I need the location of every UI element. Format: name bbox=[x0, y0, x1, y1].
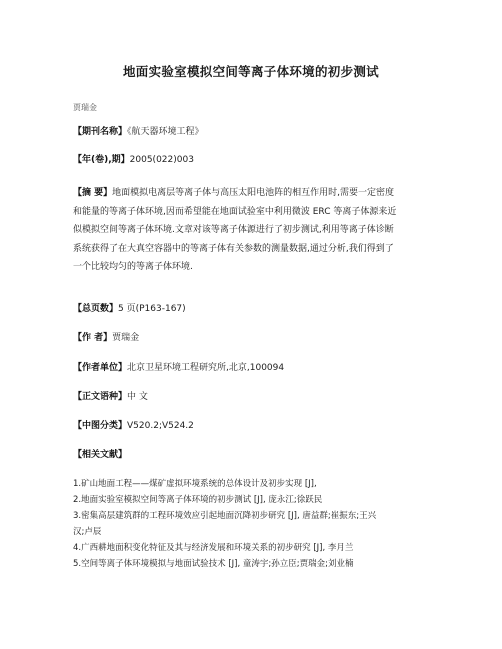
abstract-line: 一个比较均匀的等离子体环境. bbox=[73, 262, 193, 272]
abstract-line: 和能量的等离子体环境,因而希望能在地面试验室中利用微波 ERC 等离子体源来近 bbox=[73, 206, 397, 217]
pages-field bbox=[73, 303, 186, 316]
reference-item[interactable]: 3.密集高层建筑群的工程环境效应引起地面沉降初步研究 [J], 唐益群;崔振东;王兴 bbox=[73, 511, 377, 521]
authors-value: 贾瑞金 bbox=[112, 333, 140, 343]
reference-item[interactable]: 5.空间等离子体环境模拟与地面试验技术 [J], 童涛宇;孙立臣;贾瑞金;刘业楠 bbox=[73, 559, 354, 569]
authors-label: 【作 者】 bbox=[73, 333, 113, 343]
language-value: 中 文 bbox=[127, 392, 148, 402]
journal-field bbox=[73, 126, 204, 139]
reference-item[interactable]: 1.矿山地面工程——煤矿虚拟环境系统的总体设计及初步实现 [J], bbox=[73, 479, 317, 489]
classification-field bbox=[73, 420, 194, 433]
affiliation-label: 【作者单位】 bbox=[73, 363, 128, 373]
abstract-line: 似模拟空间等离子体环境.文章对该等离子体源进行了初步测试,利用等离子体诊断 bbox=[73, 225, 394, 235]
related-label: 【相关文献】 bbox=[73, 450, 128, 460]
reference-item[interactable]: 2.地面实验室模拟空间等离子体环境的初步测试 [J], 庞永江;徐跃民 bbox=[73, 495, 323, 505]
language-field bbox=[73, 391, 148, 404]
related-heading bbox=[73, 449, 127, 462]
affiliation-field bbox=[73, 362, 284, 375]
abstract-label: 【摘 要】 bbox=[73, 188, 113, 198]
related-references-list bbox=[73, 476, 433, 572]
journal-value: 《航天器环境工程》 bbox=[127, 127, 204, 137]
pages-value: 5 页(P163-167) bbox=[118, 304, 186, 314]
year-issue-field bbox=[73, 154, 194, 167]
year-issue-label: 【年(卷),期】 bbox=[73, 155, 130, 165]
journal-label: 【期刊名称】 bbox=[73, 127, 128, 137]
reference-item-continuation[interactable]: 汉;卢辰 bbox=[73, 527, 102, 537]
abstract-line: 系统获得了在大真空容器中的等离子体有关参数的测量数据,通过分析,我们得到了 bbox=[73, 243, 394, 254]
year-issue-value: 2005(022)003 bbox=[129, 155, 194, 165]
pages-label: 【总页数】 bbox=[73, 304, 119, 314]
classification-value: V520.2;V524.2 bbox=[127, 421, 194, 431]
classification-label: 【中图分类】 bbox=[73, 421, 128, 431]
affiliation-value: 北京卫星环境工程研究所,北京,100094 bbox=[127, 363, 285, 373]
language-label: 【正文语种】 bbox=[73, 392, 128, 402]
abstract-line: 【摘 要】地面模拟电离层等离子体与高压太阳电池阵的相互作用时,需要一定密度 bbox=[73, 188, 395, 198]
abstract-block bbox=[73, 184, 431, 277]
authors-field bbox=[73, 332, 139, 345]
reference-item[interactable]: 4.广西耕地面积变化特征及其与经济发展和环境关系的初步研究 [J], 李月兰 bbox=[73, 543, 354, 553]
document-title: 地面实验室模拟空间等离子体环境的初步测试 bbox=[122, 64, 379, 79]
author-byline: 贾瑞金 bbox=[73, 103, 97, 112]
